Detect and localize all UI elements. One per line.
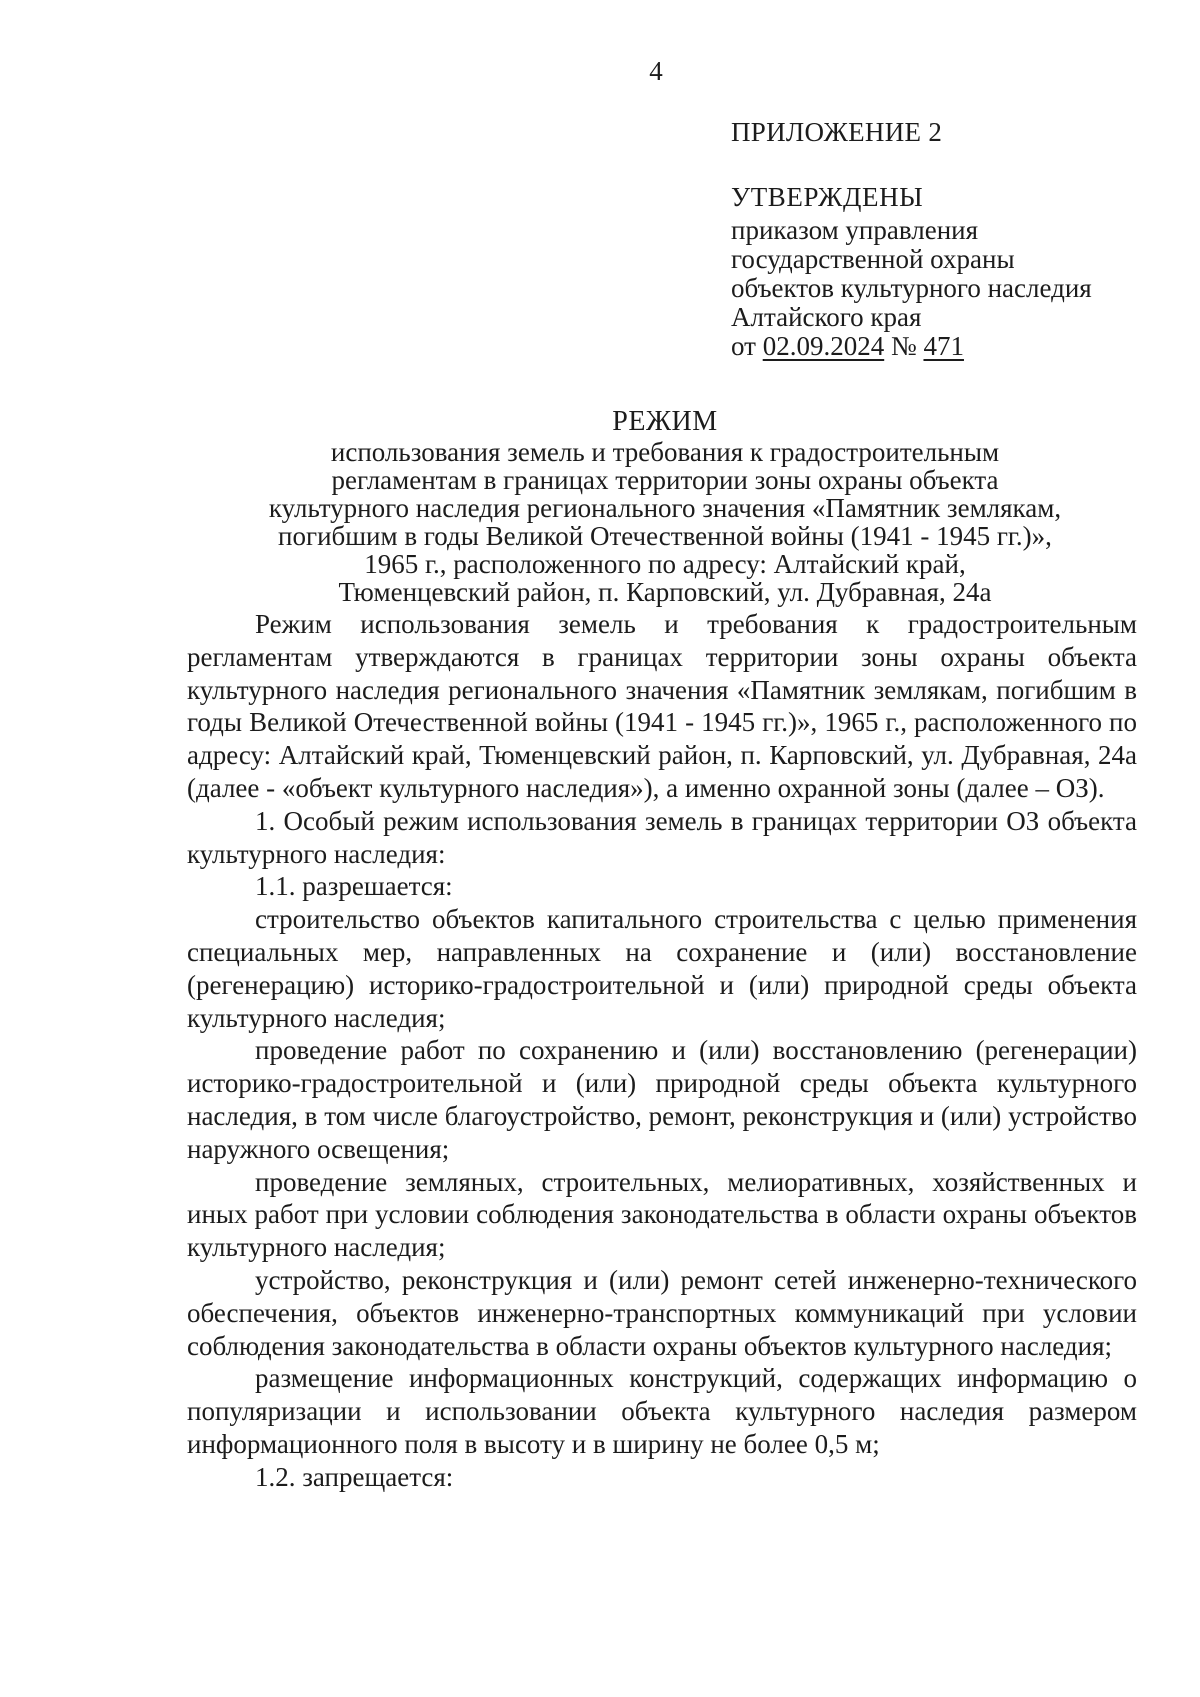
appendix-label: ПРИЛОЖЕНИЕ 2 xyxy=(731,117,943,147)
approval-date-line xyxy=(731,332,1092,361)
approval-line-4: Алтайского края xyxy=(731,302,922,332)
number-prefix: № xyxy=(884,331,924,361)
approval-line-3: объектов культурного наследия xyxy=(731,273,1092,303)
approval-number: 471 xyxy=(923,331,964,361)
allowed-item-4: устройство, реконструкция и (или) ремонт сетей инженерно-технического обеспечения, объектов инженерно-транспортных коммуникаций при условии соблюдения законодательства в области охраны объектов культурного наследия; xyxy=(187,1264,1137,1361)
date-prefix: от xyxy=(731,331,763,361)
approval-line-2: государственной охраны xyxy=(731,244,1015,274)
title-line-3: культурного наследия регионального значения «Памятник землякам, xyxy=(268,493,1062,523)
intro-paragraph: Режим использования земель и требования к градостроительным регламентам утверждаются в границах территории зоны охраны объекта культурного наследия регионального значения «Памятник землякам, погибшим в годы Великой Отечественной войны (1941 - 1945 гг.)», 1965 г., расположенного по адресу: Алтайский край, Тюменцевский район, п. Карповский, ул. Дубравная, 24а (далее - «объект культурного наследия»), а именно охранной зоны (далее – ОЗ). xyxy=(187,609,1137,803)
allowed-item-3: проведение земляных, строительных, мелиоративных, хозяйственных и иных работ при условии соблюдения законодательства в области охраны объектов культурного наследия; xyxy=(187,1166,1137,1263)
allowed-item-2: проведение работ по сохранению и (или) восстановлению (регенерации) историко-градостроительной и (или) природной среды объекта культурного наследия, в том числе благоустройство, ремонт, реконструкция и (или) устройство наружного освещения; xyxy=(187,1035,1137,1164)
document-body xyxy=(187,608,1137,1494)
approval-date: 02.09.2024 xyxy=(762,331,885,361)
title-line-1: использования земель и требования к градостроительным xyxy=(330,437,1000,467)
approved-label: УТВЕРЖДЕНЫ xyxy=(731,182,924,212)
title-line-2: регламентам в границах территории зоны охраны объекта xyxy=(331,465,999,495)
document-title xyxy=(240,408,1090,606)
section-1-2-heading: 1.2. запрещается: xyxy=(255,1461,454,1492)
section-1-paragraph: 1. Особый режим использования земель в границах территории ОЗ объекта культурного наследия: xyxy=(187,805,1137,869)
approval-line-1: приказом управления xyxy=(731,215,979,245)
title-line-5: 1965 г., расположенного по адресу: Алтайский край, xyxy=(364,549,966,579)
title-line-6: Тюменцевский район, п. Карповский, ул. Дубравная, 24а xyxy=(338,577,992,607)
title-heading: РЕЖИМ xyxy=(612,406,718,437)
page-number: 4 xyxy=(649,56,663,86)
allowed-item-1: строительство объектов капитального строительства с целью применения специальных мер, направленных на сохранение и (или) восстановление (регенерацию) историко-градостроительной и (или) природной среды объекта культурного наследия; xyxy=(187,904,1137,1033)
section-1-1-heading: 1.1. разрешается: xyxy=(255,871,453,902)
allowed-item-5: размещение информационных конструкций, содержащих информацию о популяризации и использовании объекта культурного наследия размером информационного поля в высоту и в ширину не более 0,5 м; xyxy=(187,1363,1137,1459)
approval-block xyxy=(731,118,1092,361)
title-line-4: погибшим в годы Великой Отечественной войны (1941 - 1945 гг.)», xyxy=(278,521,1052,551)
